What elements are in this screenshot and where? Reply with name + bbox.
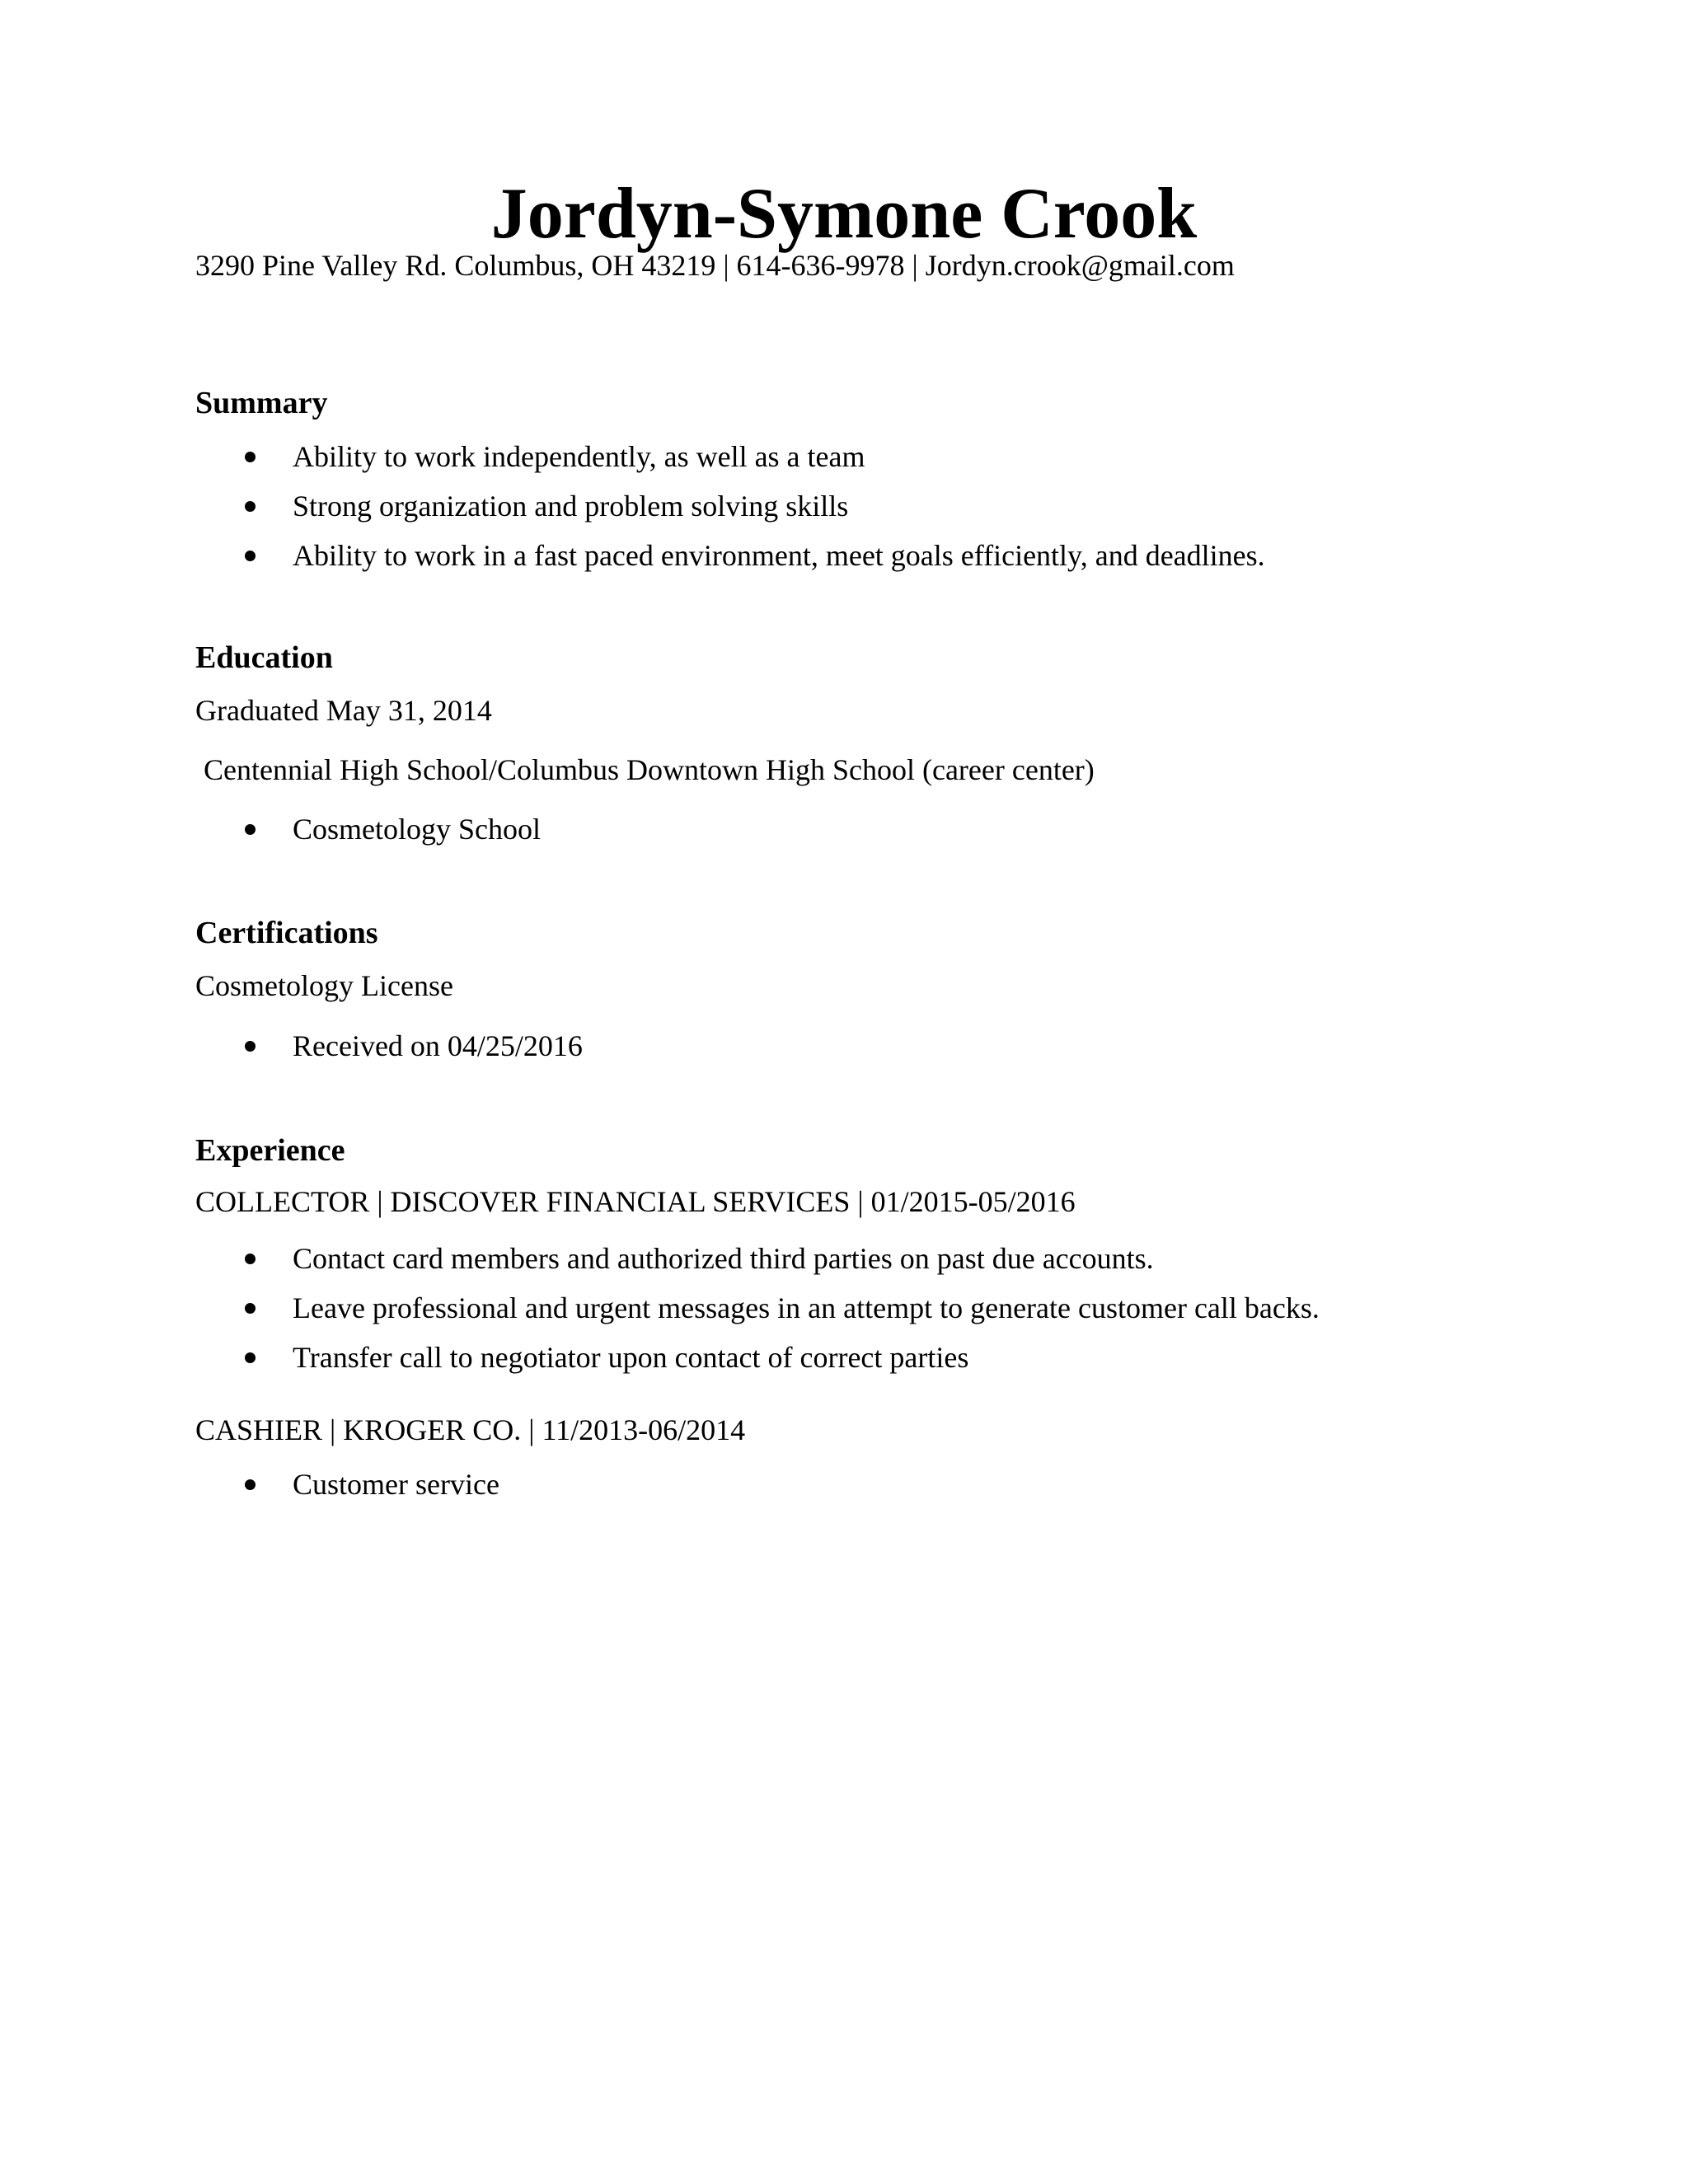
job-title: CASHIER | KROGER CO. | 11/2013-06/2014 bbox=[195, 1413, 746, 1446]
job-bullet-text: Transfer call to negotiator upon contact of correct parties bbox=[293, 1341, 969, 1374]
bullet-icon bbox=[245, 1303, 256, 1314]
resume-name: Jordyn-Symone Crook bbox=[490, 174, 1198, 254]
education-bullet-text: Cosmetology School bbox=[293, 813, 542, 846]
certification-bullet-text: Received on 04/25/2016 bbox=[293, 1029, 583, 1062]
job-bullet-text: Customer service bbox=[293, 1468, 499, 1501]
job-title: COLLECTOR | DISCOVER FINANCIAL SERVICES | 01/2015-05/2016 bbox=[195, 1185, 1076, 1218]
experience-heading: Experience bbox=[195, 1133, 345, 1168]
summary-heading: Summary bbox=[195, 386, 328, 420]
summary-bullet-text: Ability to work in a fast paced environment, meet goals efficiently, and deadlines. bbox=[293, 539, 1265, 572]
certifications-heading: Certifications bbox=[195, 916, 378, 950]
bullet-icon bbox=[245, 824, 256, 835]
education-heading: Education bbox=[195, 640, 333, 675]
summary-bullet-text: Ability to work independently, as well as a team bbox=[293, 440, 865, 473]
bullet-icon bbox=[245, 1041, 256, 1052]
bullet-icon bbox=[245, 1479, 256, 1490]
certification-title: Cosmetology License bbox=[195, 969, 453, 1002]
bullet-icon bbox=[245, 501, 256, 512]
education-graduated: Graduated May 31, 2014 bbox=[195, 694, 492, 727]
job-bullet-text: Contact card members and authorized third parties on past due accounts. bbox=[293, 1242, 1154, 1275]
contact-line: 3290 Pine Valley Rd. Columbus, OH 43219 | 614-636-9978 | Jordyn.crook@gmail.com bbox=[195, 249, 1235, 282]
bullet-icon bbox=[245, 1352, 256, 1363]
bullet-icon bbox=[245, 551, 256, 561]
job-bullet-text: Leave professional and urgent messages in an attempt to generate customer call backs. bbox=[293, 1291, 1320, 1324]
bullet-icon bbox=[245, 1254, 256, 1264]
bullet-icon bbox=[245, 452, 256, 462]
summary-bullet-text: Strong organization and problem solving skills bbox=[293, 490, 849, 523]
education-school: Centennial High School/Columbus Downtown High School (career center) bbox=[204, 753, 1095, 786]
